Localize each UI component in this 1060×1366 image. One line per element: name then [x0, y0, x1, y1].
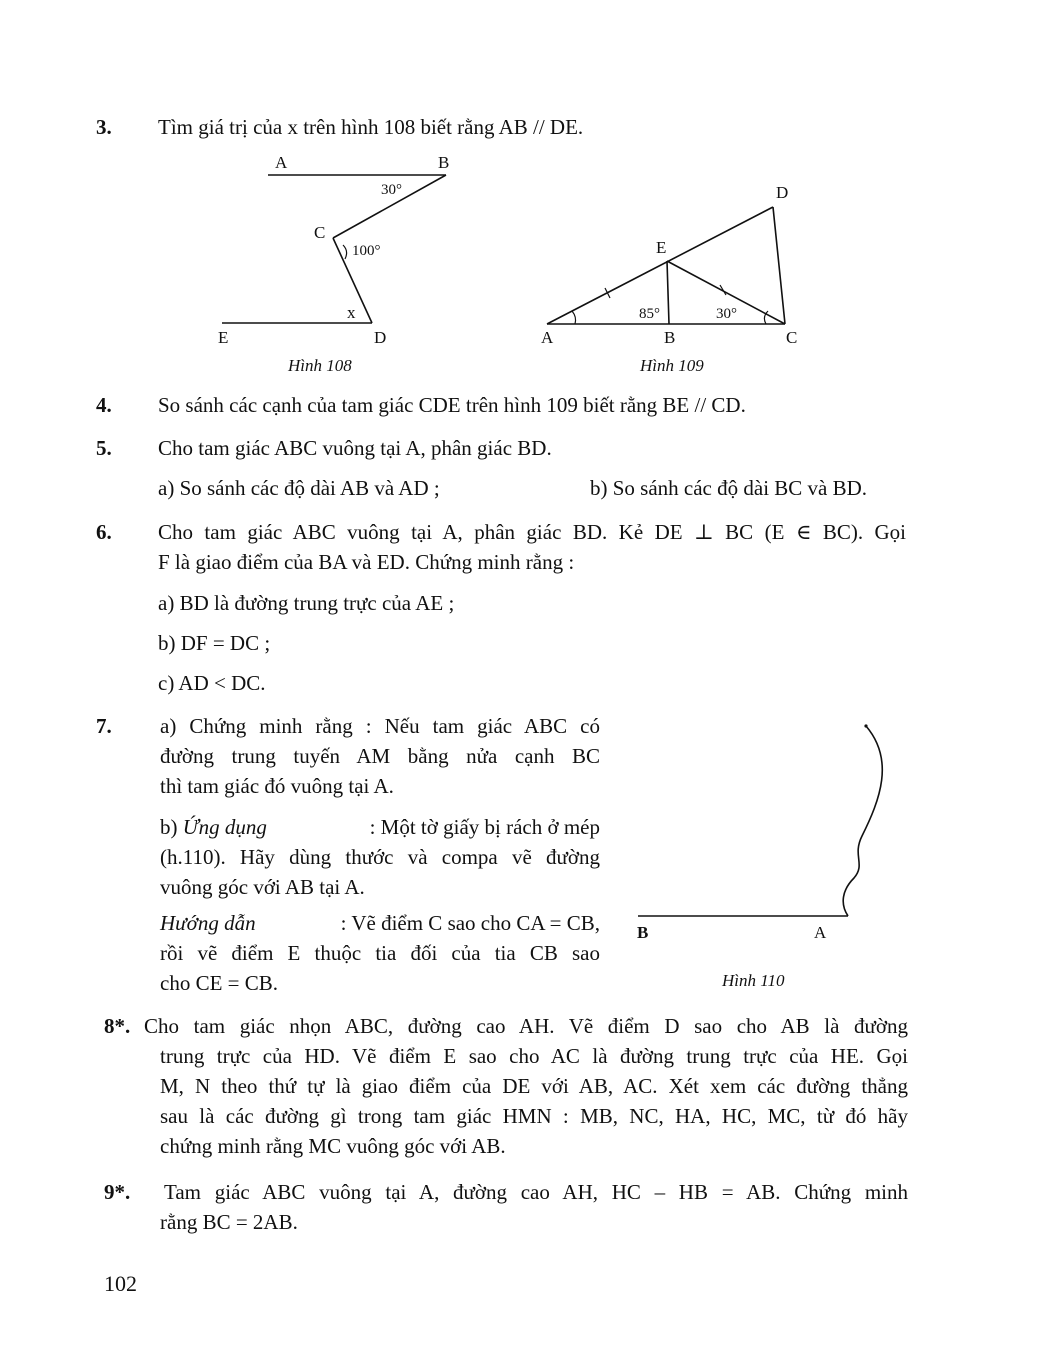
fig108-angle-c: 100°: [352, 243, 381, 259]
fig110-caption: Hình 110: [722, 971, 785, 990]
problem-4-text: So sánh các cạnh của tam giác CDE trên hình 109 biết rằng BE // CD.: [158, 393, 746, 417]
problem-8-line-4: sau là các đường gì trong tam giác HMN : MB, NC, HA, HC, MC, từ đó hãy: [160, 1104, 908, 1128]
problem-6-line-2: F là giao điểm của BA và ED. Chứng minh rằng :: [158, 550, 575, 574]
fig108-label-a: A: [275, 153, 288, 172]
problem-7-hint-rest: : Vẽ điểm C sao cho CA = CB,: [340, 911, 600, 935]
problem-8-line-3: M, N theo thứ tự là giao điểm của DE với AB, AC. Xét xem các đường thẳng: [160, 1074, 908, 1098]
fig108-label-x: x: [347, 303, 356, 322]
problem-9-line-1: Tam giác ABC vuông tại A, đường cao AH, HC – HB = AB. Chứng minh: [164, 1180, 908, 1204]
problem-5-text: Cho tam giác ABC vuông tại A, phân giác BD.: [158, 436, 552, 460]
problem-5-number: 5.: [96, 436, 112, 460]
fig109-label-d: D: [776, 183, 789, 202]
problem-7-b-italic: Ứng dụng: [182, 815, 267, 839]
problem-8-line-2: trung trực của HD. Vẽ điểm E sao cho AC là đường trung trực của HE. Gọi: [160, 1044, 908, 1068]
fig109-label-c: C: [786, 328, 798, 347]
fig109-angle-b: 85°: [639, 306, 660, 322]
problem-6-line-1: Cho tam giác ABC vuông tại A, phân giác BD. Kẻ DE ⊥ BC (E ∈ BC). Gọi: [158, 520, 906, 544]
torn-edge: [843, 726, 882, 916]
fig108-label-d: D: [374, 328, 387, 347]
problem-8-line-1: Cho tam giác nhọn ABC, đường cao AH. Vẽ điểm D sao cho AB là đường: [144, 1014, 908, 1038]
problem-7-hint-italic: Hướng dẫn: [160, 911, 256, 935]
fig108-label-e: E: [218, 328, 229, 347]
fig108-angle-b: 30°: [381, 182, 402, 198]
fig109-angle-c: 30°: [716, 306, 737, 322]
problem-7-a-line-2: đường trung tuyến AM bằng nửa cạnh BC: [160, 744, 600, 768]
problem-5-part-a: a) So sánh các độ dài AB và AD ;: [158, 476, 440, 500]
fig109-label-a: A: [541, 328, 554, 347]
problem-5-part-b: b) So sánh các độ dài BC và BD.: [590, 476, 868, 500]
problem-6-part-c: c) AD < DC.: [158, 671, 266, 695]
problem-9-number: 9*.: [104, 1180, 131, 1204]
fig108-caption: Hình 108: [288, 356, 352, 375]
fig110-label-a: A: [814, 923, 827, 942]
problem-4-number: 4.: [96, 393, 112, 417]
fig108-label-b: B: [438, 153, 450, 172]
fig109-label-e: E: [656, 238, 667, 257]
problem-3-text: Tìm giá trị của x trên hình 108 biết rằng AB // DE.: [158, 115, 584, 139]
problem-7-b-line-3: vuông góc với AB tại A.: [160, 875, 365, 899]
problem-7-b-prefix: b): [160, 815, 183, 839]
problem-7-hint-line-3: cho CE = CB.: [160, 971, 279, 995]
torn-edge-end: [864, 724, 867, 727]
problem-3-number: 3.: [96, 115, 112, 139]
problem-7-number: 7.: [96, 714, 112, 738]
problem-7-b-rest: : Một tờ giấy bị rách ở mép: [369, 815, 600, 839]
problem-7-a-line-3: thì tam giác đó vuông tại A.: [160, 774, 394, 798]
problem-9-line-2: rằng BC = 2AB.: [160, 1210, 298, 1234]
fig109-caption: Hình 109: [640, 356, 704, 375]
problem-7-a-line-1: a) Chứng minh rằng : Nếu tam giác ABC có: [160, 714, 600, 738]
problem-8-line-5: chứng minh rằng MC vuông góc với AB.: [160, 1134, 506, 1158]
fig108-label-c: C: [314, 223, 326, 242]
problem-6-part-b: b) DF = DC ;: [158, 631, 271, 655]
problem-6-part-a: a) BD là đường trung trực của AE ;: [158, 591, 455, 615]
problem-6-number: 6.: [96, 520, 112, 544]
problem-7-hint-line-2: rồi vẽ điểm E thuộc tia đối của tia CB sao: [160, 941, 600, 965]
fig110-label-b: B: [637, 923, 649, 942]
fig109-label-b: B: [664, 328, 676, 347]
problem-8-number: 8*.: [104, 1014, 131, 1038]
page-number: 102: [104, 1271, 137, 1296]
problem-7-b-line-2: (h.110). Hãy dùng thước và compa vẽ đường: [160, 845, 600, 869]
